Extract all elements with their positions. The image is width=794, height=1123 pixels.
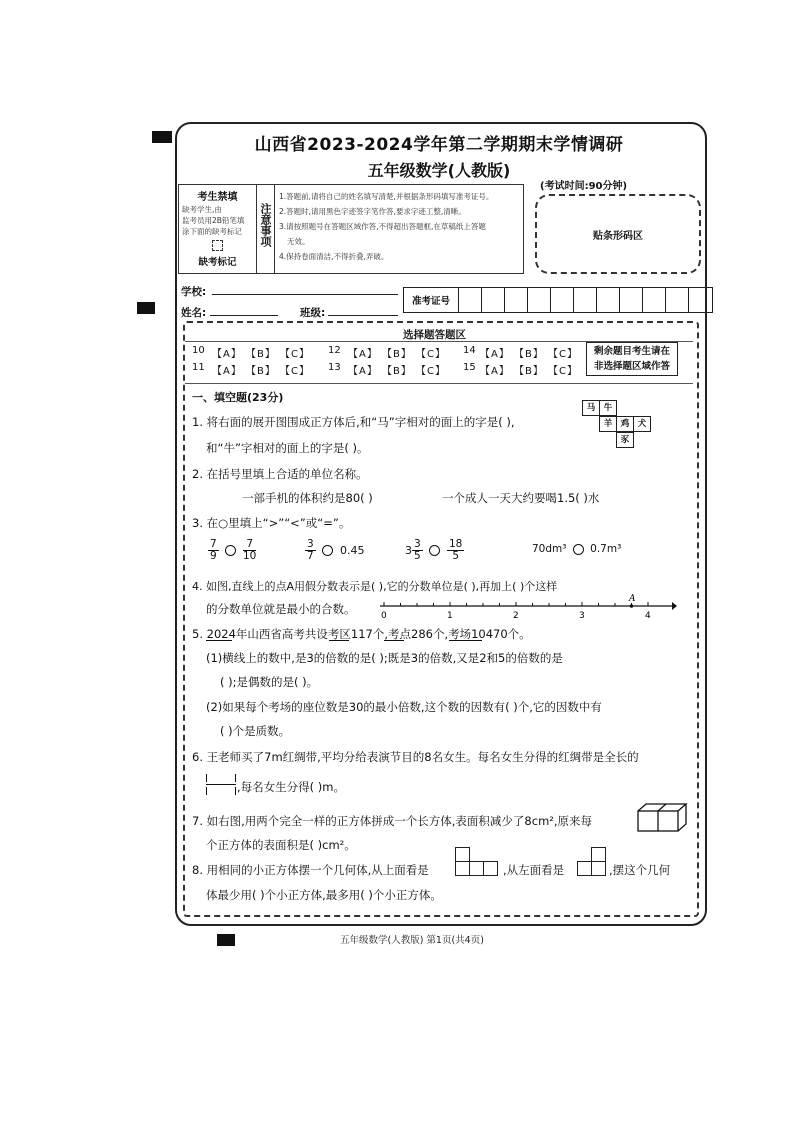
notice-heading — [257, 185, 275, 273]
notice-item: 无效。 — [287, 237, 310, 246]
value: 0.45 — [340, 544, 365, 557]
exam-id-cell[interactable] — [574, 288, 597, 312]
question-6-line-1: 6. 王老师买了7m红绸带,平均分给表演节目的8名女生。每名女生分得的红绸带是全长的 — [192, 750, 639, 764]
notice-item: 1.答题前,请将自己的姓名填写清楚,并根据条形码填写准考证号。 — [279, 192, 494, 201]
notice-item: 4.保持卷面清洁,不得折叠,弄破。 — [279, 252, 389, 261]
absent-line: 缺考学生,由 — [182, 205, 222, 214]
net-cell: 豕 — [616, 432, 634, 448]
choice-number: 14 — [463, 345, 476, 356]
choice-options-10[interactable]: 【A】 【B】 【C】 — [212, 349, 311, 360]
exam-id-cell[interactable] — [528, 288, 551, 312]
question-4-line-1: 4. 如图,直线上的点A用假分数表示是( ),它的分数单位是( ),再加上( )个这样 — [192, 580, 558, 593]
whole-number: 3 — [405, 544, 412, 557]
question-1-line-2: 和“牛”字相对的面上的字是( )。 — [206, 441, 369, 455]
numerator: 3 — [307, 538, 314, 550]
top-view-square — [483, 861, 498, 876]
tick-label: 1 — [447, 611, 453, 620]
denominator: 7 — [307, 550, 314, 562]
underline — [329, 640, 349, 641]
exam-id-cell[interactable] — [666, 288, 689, 312]
question-5-line-5: ( )个是质数。 — [220, 724, 291, 738]
question-7-line-1: 7. 如右图,用两个完全一样的正方体拼成一个长方体,表面积减少了8cm²,原来每 — [192, 814, 593, 828]
value: 0.7m³ — [590, 543, 622, 555]
question-8-line-1a: 8. 用相同的小正方体摆一个几何体,从上面看是 — [192, 863, 429, 877]
exam-id-label: 准考证号 — [404, 288, 459, 312]
question-2-a: 一部手机的体积约是80( ) — [242, 491, 373, 505]
class-label: 班级: — [300, 307, 326, 319]
point-a-marker — [630, 604, 634, 608]
question-5-line-1: 5. 2024年山西省高考共设考区117个,考点286个,考场10470个。 — [192, 627, 531, 641]
net-cell: 羊 — [599, 416, 617, 432]
fraction — [447, 539, 464, 562]
question-6-line-2: ,每名女生分得( )m。 — [237, 780, 345, 794]
underline — [206, 640, 232, 641]
exam-subtitle: 五年级数学(人教版) — [367, 161, 511, 180]
question-3-compare-3 — [405, 539, 464, 562]
choice-number: 13 — [328, 362, 341, 373]
tick-label: 2 — [513, 611, 519, 620]
school-label: 学校: — [181, 286, 207, 298]
registration-mark — [137, 302, 155, 314]
question-2-b: 一个成人一天大约要喝1.5( )水 — [442, 491, 600, 505]
cuboid-figure — [636, 802, 688, 834]
section-title: 一、填空题(23分) — [192, 391, 284, 404]
fraction — [412, 539, 423, 562]
choice-options-12[interactable]: 【A】 【B】 【C】 — [348, 349, 447, 360]
absent-section — [179, 185, 257, 273]
net-cell: 鸡 — [616, 416, 634, 432]
question-3-compare-2 — [305, 539, 365, 562]
notice-heading-text: 注意事项 — [259, 203, 272, 247]
numerator: 3 — [414, 538, 421, 550]
number-line — [372, 590, 677, 620]
fraction — [208, 539, 219, 562]
divider — [185, 383, 693, 384]
top-view-square — [455, 847, 470, 862]
choice-number: 12 — [328, 345, 341, 356]
notice-items — [279, 189, 519, 264]
compare-circle[interactable] — [573, 544, 584, 555]
exam-id-cell[interactable] — [482, 288, 505, 312]
barcode-label: 贴条形码区 — [593, 230, 643, 242]
choice-options-11[interactable]: 【A】 【B】 【C】 — [212, 366, 311, 377]
tick-label: 3 — [579, 611, 585, 620]
absent-line: 涂下面的缺考标记 — [182, 227, 242, 236]
choice-note-line: 剩余题目考生请在 — [593, 346, 670, 357]
exam-id-grid — [403, 287, 713, 313]
left-view-square — [591, 861, 606, 876]
question-8-line-1b: ,从左面看是 — [503, 863, 565, 877]
exam-id-cell[interactable] — [551, 288, 574, 312]
absent-line: 监考员用2B铅笔填 — [182, 216, 245, 225]
absent-title: 考生禁填 — [197, 192, 238, 203]
top-view-square — [469, 861, 484, 876]
choice-number: 10 — [192, 345, 205, 356]
barcode-area — [535, 194, 701, 274]
compare-circle[interactable] — [322, 545, 333, 556]
question-3-compare-4 — [532, 543, 621, 555]
registration-mark — [217, 934, 235, 946]
notice-item: 2.答题时,请用黑色字迹签字笔作答,要求字迹工整,清晰。 — [279, 207, 466, 216]
name-label: 姓名: — [181, 307, 207, 319]
point-a-label: A — [629, 594, 636, 604]
question-7-line-2: 个正方体的表面积是( )cm²。 — [206, 838, 356, 852]
choice-title: 选择题答题区 — [403, 329, 466, 341]
question-8-line-2: 体最少用( )个小正方体,最多用( )个小正方体。 — [206, 888, 442, 902]
net-cell: 马 — [582, 400, 600, 416]
exam-id-cell[interactable] — [689, 288, 712, 312]
numerator: 7 — [243, 539, 256, 551]
tick-label: 0 — [381, 611, 387, 620]
choice-number: 15 — [463, 362, 476, 373]
exam-title: 山西省2023-2024学年第二学期期末学情调研 — [254, 135, 624, 155]
exam-time: (考试时间:90分钟) — [540, 181, 628, 192]
absent-mark-label: 缺考标记 — [198, 257, 237, 268]
school-field[interactable] — [212, 294, 398, 295]
compare-circle[interactable] — [429, 545, 440, 556]
denominator: 5 — [452, 550, 460, 562]
net-cell: 犬 — [633, 416, 651, 432]
choice-options-13[interactable]: 【A】 【B】 【C】 — [348, 366, 447, 377]
absent-checkbox[interactable] — [212, 240, 223, 251]
exam-id-cell[interactable] — [597, 288, 620, 312]
question-4-line-2: 的分数单位就是最小的合数。 — [206, 602, 356, 616]
question-8-line-1c: ,摆这个几何 — [609, 863, 671, 877]
choice-note-box — [586, 342, 678, 376]
registration-mark — [152, 131, 172, 143]
choice-note-line: 非选择题区域作答 — [593, 361, 670, 372]
notice-item: 3.请按照题号在答题区域作答,不得超出答题框,在草稿纸上答题 — [279, 222, 486, 231]
exam-id-cell[interactable] — [505, 288, 528, 312]
denominator: 9 — [210, 550, 217, 562]
denominator: 5 — [414, 550, 421, 562]
question-2-line-1: 2. 在括号里填上合适的单位名称。 — [192, 467, 368, 481]
left-view-square — [591, 847, 606, 862]
numerator: 18 — [449, 538, 463, 550]
question-5-line-4: (2)如果每个考场的座位数是30的最小倍数,这个数的因数有( )个,它的因数中有 — [206, 700, 602, 714]
numerator: 7 — [210, 538, 217, 550]
exam-id-cell[interactable] — [620, 288, 643, 312]
class-field[interactable] — [328, 315, 398, 316]
question-5-line-3: ( );是偶数的是( )。 — [220, 675, 319, 689]
absent-instructions — [179, 203, 256, 238]
choice-options-14[interactable]: 【A】 【B】 【C】 — [480, 349, 579, 360]
blank-fraction[interactable] — [206, 774, 236, 796]
question-5-line-2: (1)横线上的数中,是3的倍数的是( );既是3的倍数,又是2和5的倍数的是 — [206, 651, 563, 665]
question-3-compare-1 — [208, 539, 256, 562]
denominator: 10 — [243, 550, 257, 562]
exam-id-cell[interactable] — [643, 288, 666, 312]
question-1-line-1: 1. 将右面的展开图围成正方体后,和“马”字相对的面上的字是( ), — [192, 415, 515, 429]
net-cell: 牛 — [599, 400, 617, 416]
tick-label: 4 — [645, 611, 651, 620]
question-3-line-1: 3. 在○里填上“>”“<”或“=”。 — [192, 516, 351, 530]
underline — [449, 640, 482, 641]
fraction — [243, 539, 256, 562]
left-view-square — [577, 861, 592, 876]
exam-id-cell[interactable] — [459, 288, 482, 312]
choice-options-15[interactable]: 【A】 【B】 【C】 — [480, 366, 579, 377]
underline — [384, 640, 404, 641]
fraction — [305, 539, 316, 562]
compare-circle[interactable] — [225, 545, 236, 556]
choice-number: 11 — [192, 362, 205, 373]
top-view-square — [455, 861, 470, 876]
page-footer: 五年级数学(人教版) 第1页(共4页) — [340, 935, 484, 946]
value: 70dm³ — [532, 543, 567, 555]
name-field[interactable] — [210, 315, 278, 316]
notice-box — [178, 184, 524, 274]
